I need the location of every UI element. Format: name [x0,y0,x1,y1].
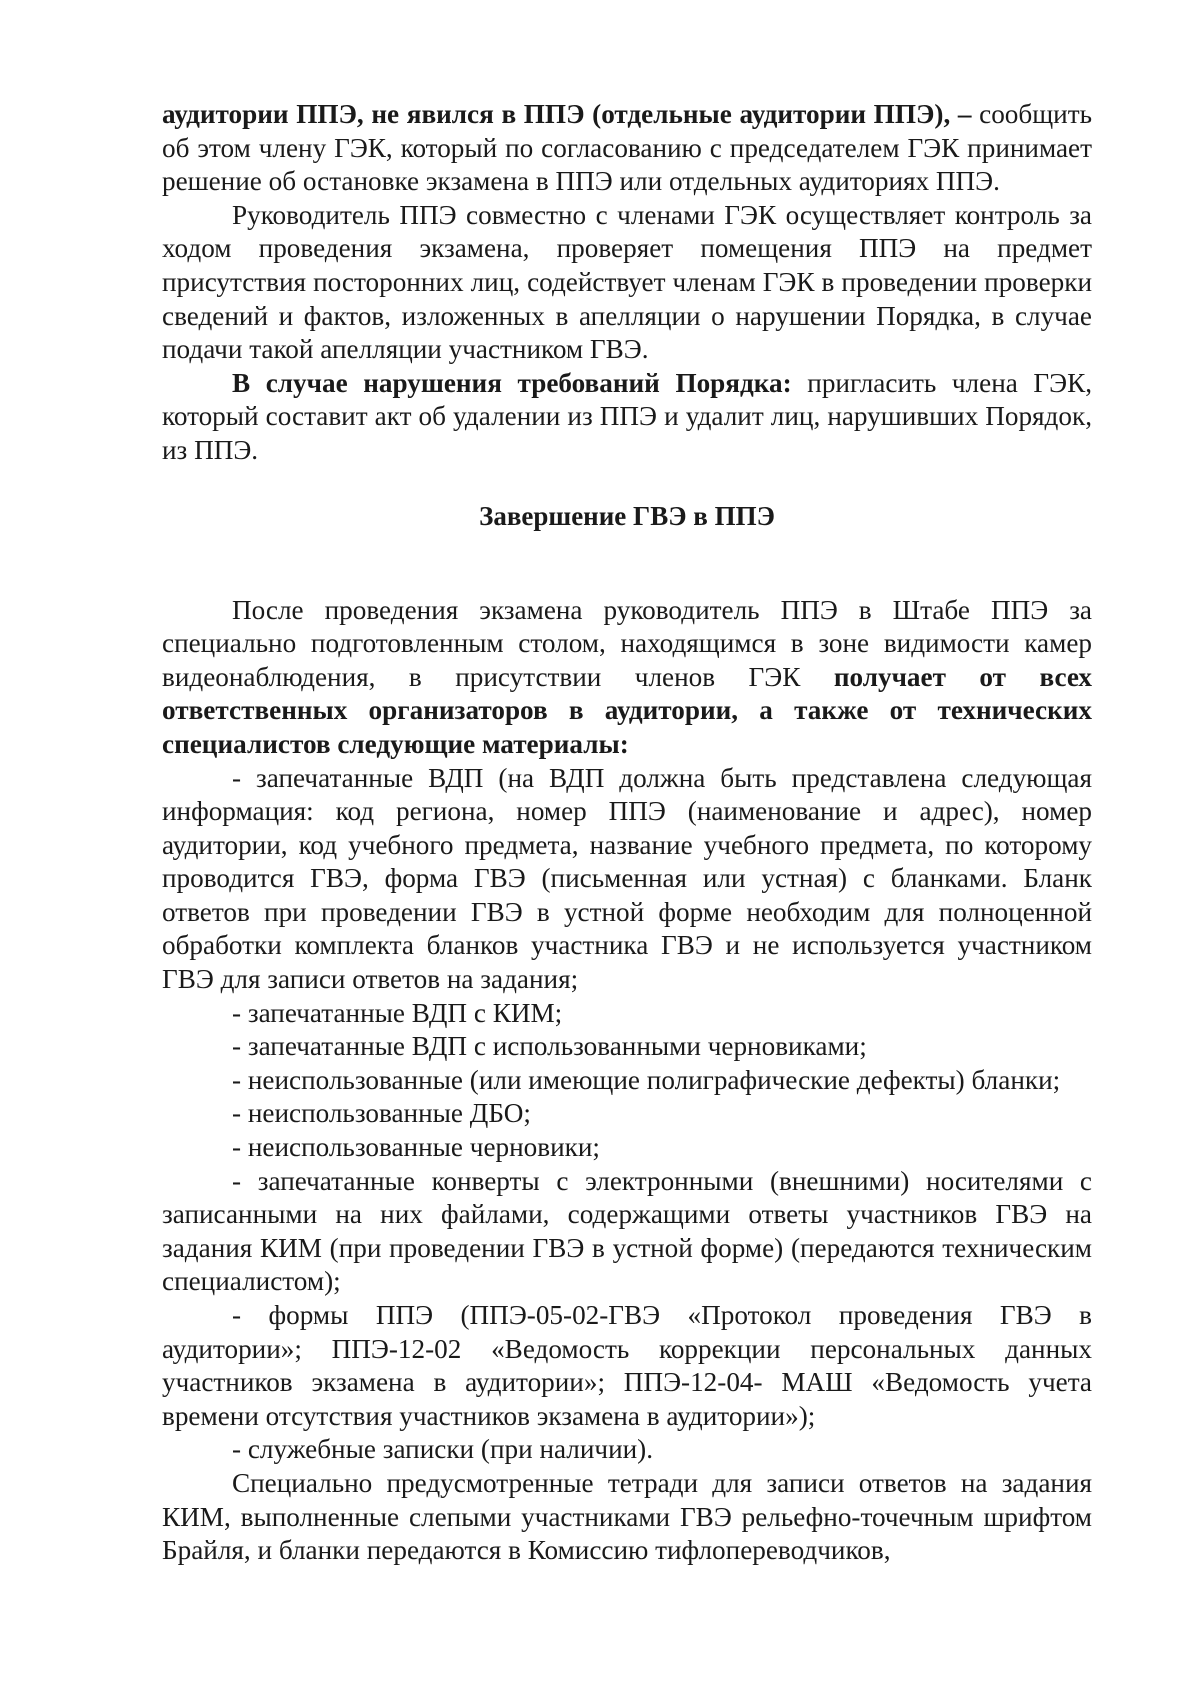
paragraph-absence-report [162,98,1092,199]
list-item: - формы ППЭ (ППЭ-05-02-ГВЭ «Протокол проведения ГВЭ в аудитории»; ППЭ-12-02 «Ведомость коррекции персональных данных участников экзамена в аудитории»; ППЭ-12-04- МАШ «Ведомость учета времени отсутствия участников экзамена в аудитории»); [162,1300,1092,1431]
bold-fragment: получает от всех ответственных организаторов в аудитории, а также от технических специалистов следующие материалы: [162,661,1093,759]
materials-list [162,762,1092,1467]
paragraph-violation [162,367,1092,468]
bold-fragment: аудитории ППЭ, не явился в ППЭ (отдельные аудитории ППЭ), – [162,99,972,129]
text-fragment: После проведения экзамена руководитель ППЭ в Штабе ППЭ за специально подготовленным столом, находящимся в зоне видимости камер видеонаблюдения, в присутствии членов ГЭК [162,594,1092,692]
list-item: - запечатанные ВДП с использованными черновиками; [232,1031,867,1062]
list-item: - запечатанные конверты с электронными (внешними) носителями с записанными на них файлами, содержащими ответы участников ГВЭ на задания КИМ (при проведении ГВЭ в устной форме) (передаются техническим специалистом); [162,1165,1092,1297]
list-item: - запечатанные ВДП (на ВДП должна быть представлена следующая информация: код региона, номер ППЭ (наименование и адрес), номер аудитории, код учебного предмета, название учебного предмета, по которому проводится ГВЭ, форма ГВЭ (письменная или устная) с бланками. Бланк ответов при проведении ГВЭ в устной форме необходим для полноценной обработки комплекта бланков участника ГВЭ и не используется участником ГВЭ для записи ответов на задания; [162,762,1092,995]
text-fragment: сообщить об этом члену ГЭК, который по согласованию с председателем ГЭК принимает решение об остановке экзамена в ППЭ или отдельных аудиториях ППЭ. [162,99,1092,197]
bold-fragment: В случае нарушения требований Порядка: [232,367,792,398]
list-item: - запечатанные ВДП с КИМ; [232,997,563,1028]
paragraph-braille: Специально предусмотренные тетради для записи ответов на задания КИМ, выполненные слепыми участниками ГВЭ рельефно-точечным шрифтом Брайля, и бланки передаются в Комиссию тифлопереводчиков, [162,1467,1092,1566]
section-heading: Завершение ГВЭ в ППЭ [479,500,775,531]
list-item: - неиспользованные ДБО; [232,1098,531,1129]
list-item: - служебные записки (при наличии). [232,1434,654,1465]
text-fragment: пригласить члена ГЭК, который составит акт об удалении из ППЭ и удалит лиц, нарушивших Порядок, из ППЭ. [162,367,1093,465]
list-item: - неиспользованные черновики; [232,1132,600,1163]
paragraph-materials-intro [162,594,1092,762]
paragraph-head-control: Руководитель ППЭ совместно с членами ГЭК осуществляет контроль за ходом проведения экзамена, проверяет помещения ППЭ на предмет присутствия посторонних лиц, содействует членам ГЭК в проведении проверки сведений и фактов, изложенных в апелляции о нарушении Порядка, в случае подачи такой апелляции участником ГВЭ. [162,199,1092,365]
list-item: - неиспользованные (или имеющие полиграфические дефекты) бланки; [232,1064,1061,1095]
